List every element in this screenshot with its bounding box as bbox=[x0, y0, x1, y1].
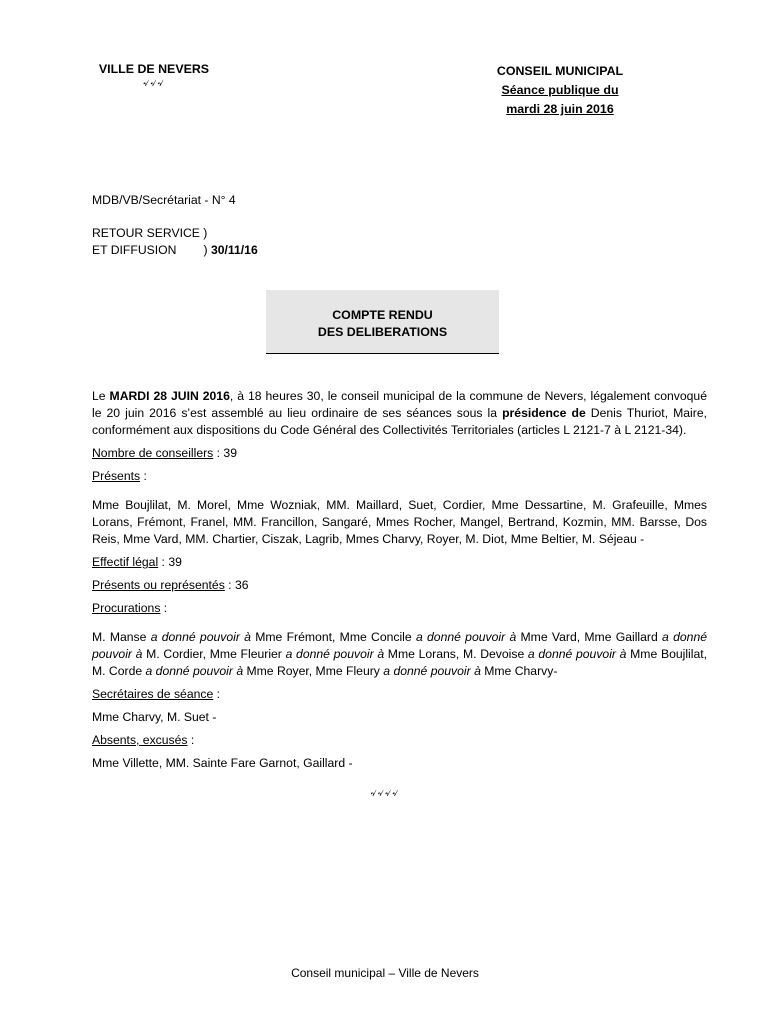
presents-suffix: : bbox=[140, 469, 147, 483]
header-right bbox=[470, 62, 650, 119]
header-left bbox=[94, 62, 214, 93]
retour-block bbox=[92, 225, 258, 259]
intro-text-1: Le bbox=[92, 389, 110, 403]
presents-list: Mme Boujlilat, M. Morel, Mme Wozniak, MM. Maillard, Suet, Cordier, Mme Dessartine, M. Grafeuille, Mmes Lorans, Frémont, Franel, MM. Francillon, Sangaré, Mmes Rocher, Mangel, Bertrand, Kozmin, MM. Barsse, Dos Reis, Mme Vard, MM. Chartier, Ciszak, Lagrib, Mmes Charvy, Royer, M. Diot, Mme Beltier, M. Séjeau - bbox=[92, 498, 707, 546]
nombre-value: : 39 bbox=[213, 446, 237, 460]
proc-italic: a donné pouvoir à bbox=[92, 630, 707, 661]
proc-italic: a donné pouvoir à bbox=[150, 630, 251, 644]
intro-presidence-bold: présidence de bbox=[502, 406, 586, 420]
proc-italic: a donné pouvoir à bbox=[285, 647, 385, 661]
absents-suffix: : bbox=[187, 733, 195, 747]
retour-date: 30/11/16 bbox=[210, 243, 258, 257]
absents-heading bbox=[92, 732, 707, 749]
header-ornament: ৵৵৵ bbox=[143, 78, 165, 89]
nombre-label: Nombre de conseillers bbox=[92, 446, 214, 460]
presents-label: Présents bbox=[92, 469, 141, 483]
effectif-legal bbox=[92, 554, 707, 571]
nombre-conseillers bbox=[92, 445, 707, 462]
council-title: CONSEIL MUNICIPAL bbox=[496, 64, 624, 78]
proc-italic: a donné pouvoir à bbox=[145, 664, 244, 678]
intro-date-bold: MARDI 28 JUIN 2016 bbox=[109, 389, 230, 403]
session-date: mardi 28 juin 2016 bbox=[506, 102, 614, 116]
intro-text-2: , à 18 heures 30, le conseil municipal de la commune de Nevers, légalement convoqué le 20 juin 2016 s’est assemblé au lieu ordinaire de ses séances sous la bbox=[92, 389, 707, 420]
proc-text: Mme Charvy- bbox=[480, 664, 558, 678]
title-box bbox=[266, 290, 499, 354]
title-line-1: COMPTE RENDU bbox=[332, 308, 433, 322]
effectif-value: : 39 bbox=[158, 555, 182, 569]
proc-text: Mme Lorans, M. Devoise bbox=[384, 647, 528, 661]
proc-text: M. Manse bbox=[92, 630, 151, 644]
end-ornament: ৵৵৵৵ bbox=[370, 788, 400, 799]
reference-number: MDB/VB/Secrétariat - N° 4 bbox=[92, 193, 236, 207]
presents-heading bbox=[92, 468, 707, 485]
retour-label: ET DIFFUSION ) bbox=[92, 243, 208, 257]
proc-text: Mme Frémont, Mme Concile bbox=[250, 630, 416, 644]
title-line-2: DES DELIBERATIONS bbox=[317, 325, 448, 339]
document-body bbox=[92, 388, 707, 772]
proc-text: M. Cordier, Mme Fleurier bbox=[142, 647, 286, 661]
page-footer: Conseil municipal – Ville de Nevers bbox=[291, 966, 479, 980]
retour-line-2 bbox=[92, 242, 258, 259]
secretaires-suffix: : bbox=[213, 687, 221, 701]
effectif-label: Effectif légal bbox=[92, 555, 159, 569]
proc-italic: a donné pouvoir à bbox=[415, 630, 517, 644]
presents-rep-label: Présents ou représentés bbox=[92, 578, 225, 592]
procurations-heading bbox=[92, 600, 707, 617]
proc-text: Mme Royer, Mme Fleury bbox=[243, 664, 384, 678]
proc-text: Mme Vard, Mme Gaillard bbox=[516, 630, 663, 644]
retour-line-1: RETOUR SERVICE ) bbox=[92, 226, 208, 240]
secretaires-list: Mme Charvy, M. Suet - bbox=[92, 710, 217, 724]
presents-rep-value: : 36 bbox=[224, 578, 249, 592]
intro-text-3: Denis Thuriot, Maire, conformément aux dispositions du Code Général des Collectivités Territoriales (articles L 2121-7 à L 2121-34). bbox=[92, 406, 707, 437]
proc-italic: a donné pouvoir à bbox=[527, 647, 627, 661]
city-name: VILLE DE NEVERS bbox=[98, 62, 210, 76]
procurations-suffix: : bbox=[160, 601, 168, 615]
presents-representes bbox=[92, 577, 707, 594]
proc-text: Mme Boujlilat, M. Corde bbox=[92, 647, 708, 678]
session-line-1: Séance publique du bbox=[501, 83, 619, 97]
proc-italic: a donné pouvoir à bbox=[383, 664, 481, 678]
procurations-label: Procurations bbox=[92, 601, 161, 615]
absents-list: Mme Villette, MM. Sainte Fare Garnot, Gaillard - bbox=[92, 756, 353, 770]
procurations-list bbox=[92, 629, 707, 680]
intro-paragraph bbox=[92, 388, 707, 439]
secretaires-heading bbox=[92, 686, 707, 703]
secretaires-label: Secrétaires de séance bbox=[92, 687, 214, 701]
absents-label: Absents, excusés bbox=[92, 733, 188, 747]
